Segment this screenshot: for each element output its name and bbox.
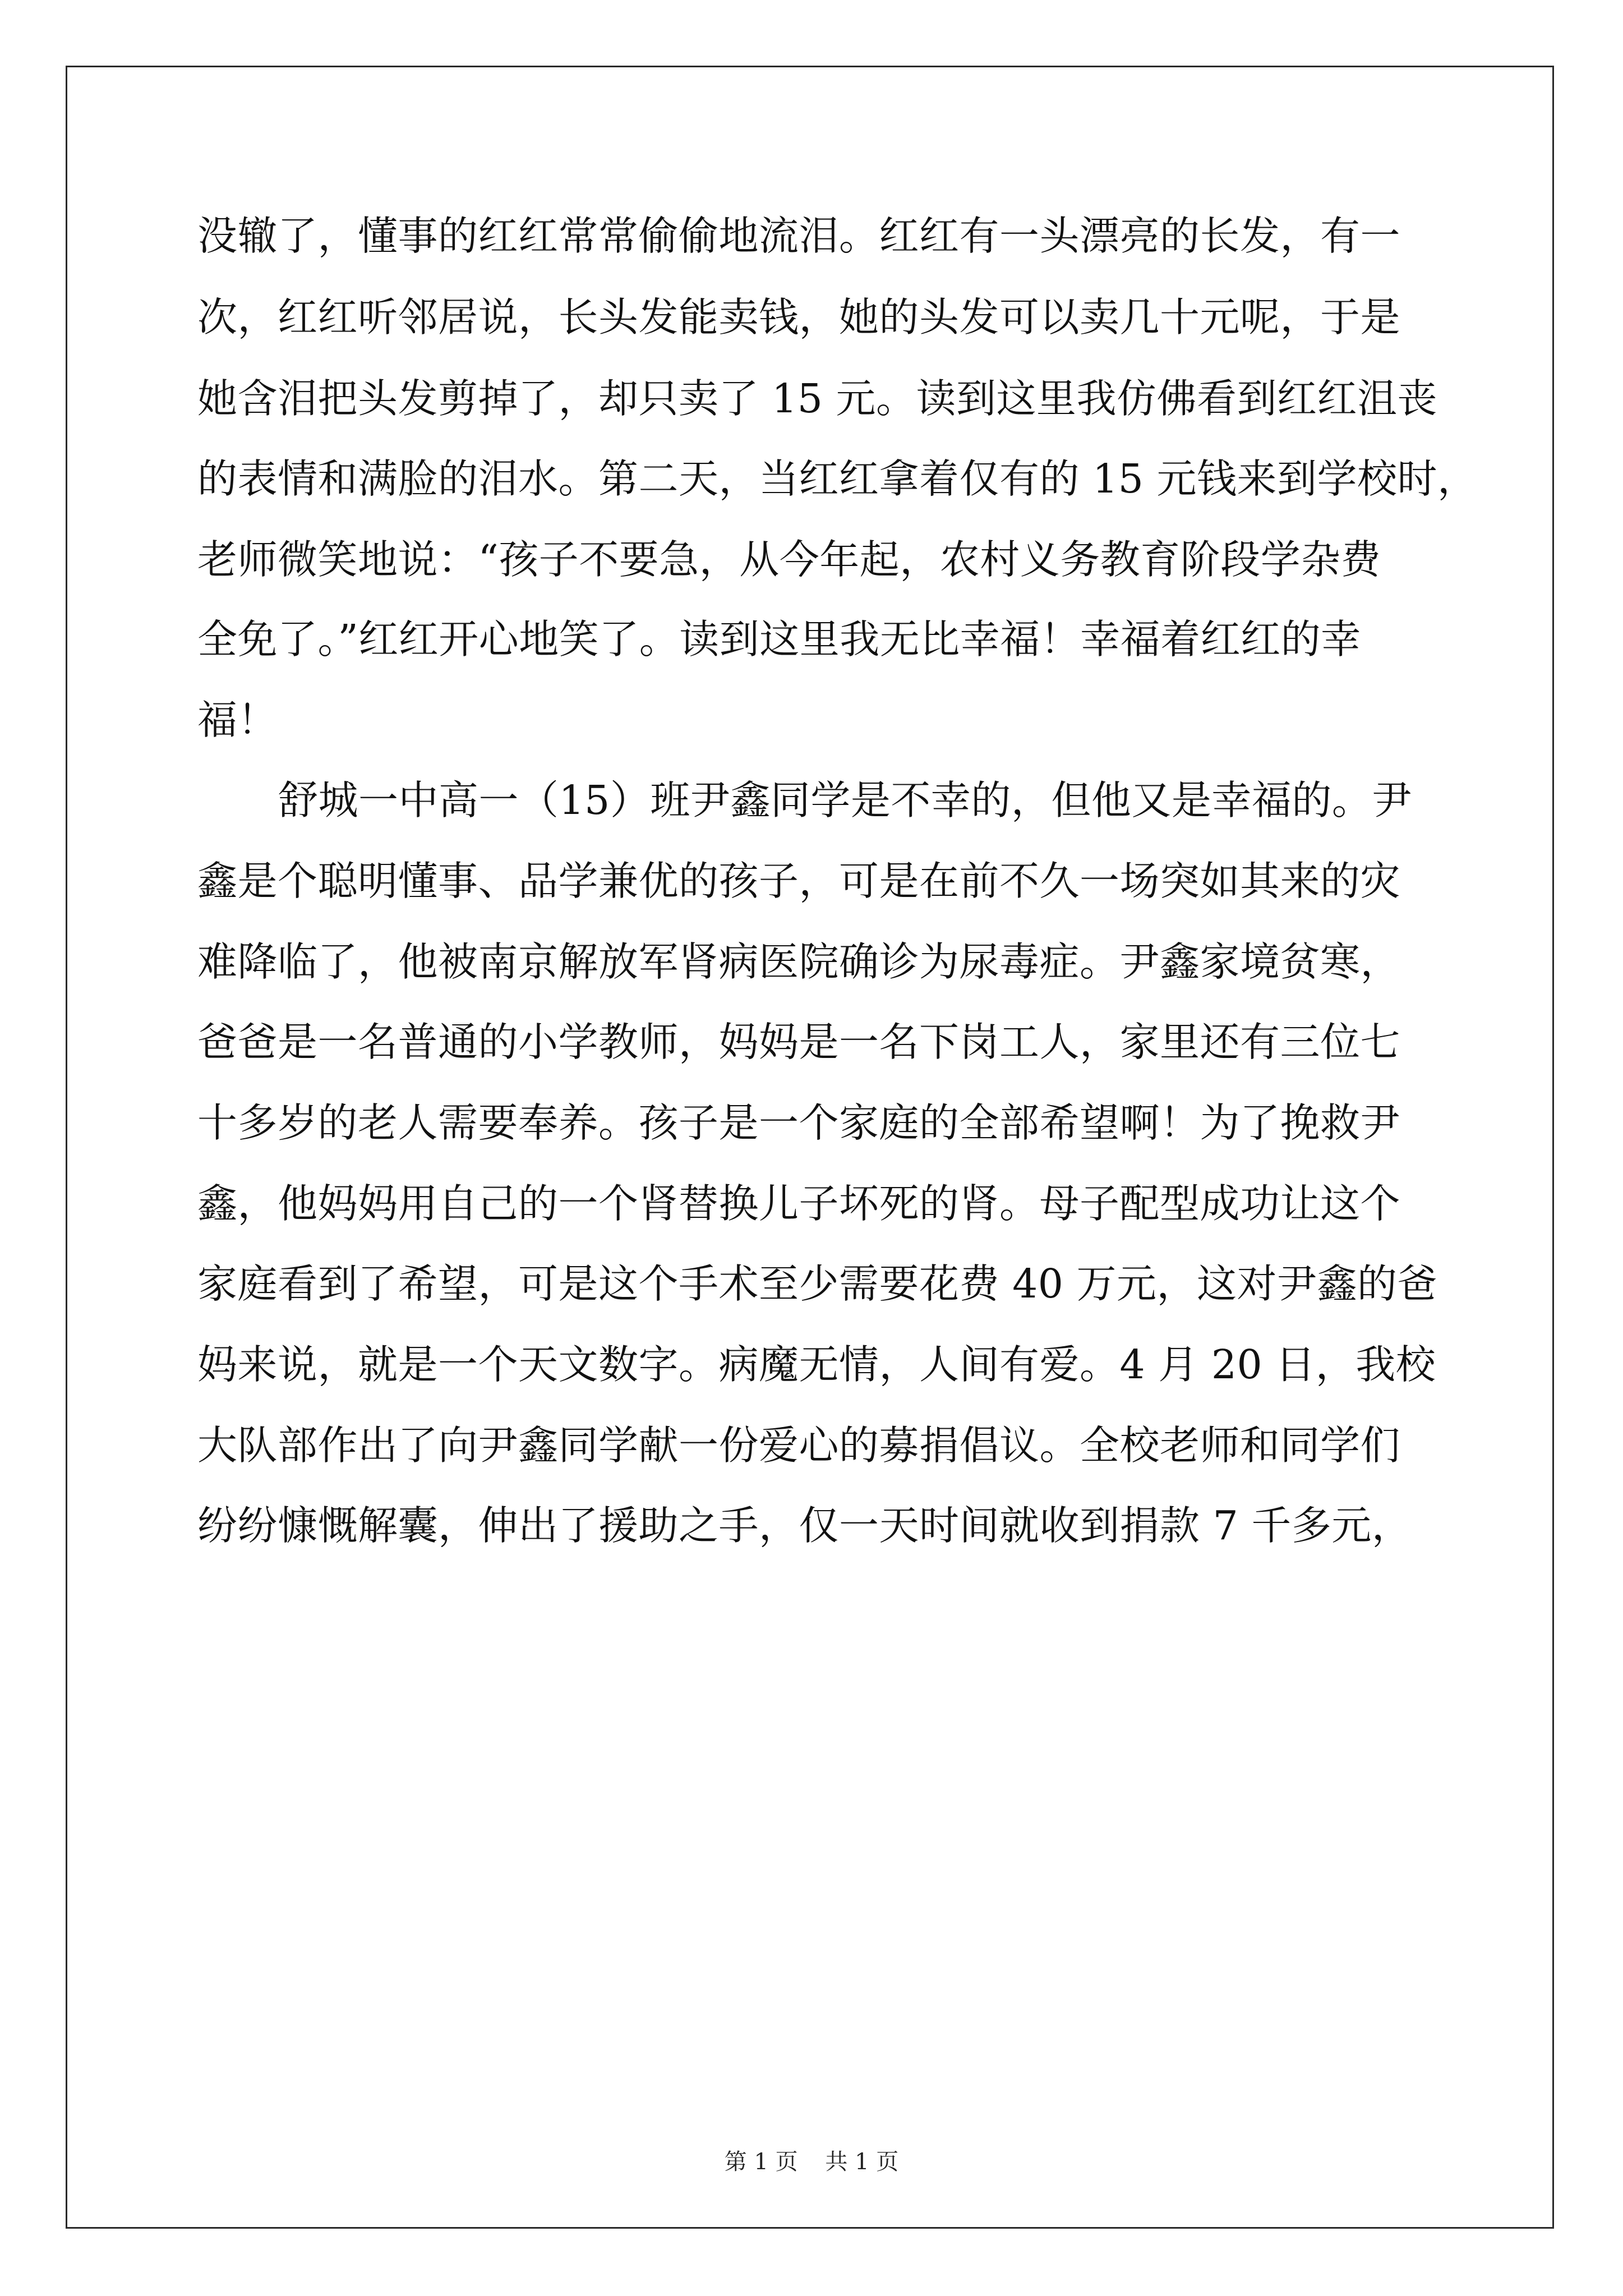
text-line: 全免了。”红红开心地笑了。读到这里我无比幸福！幸福着红红的幸 xyxy=(197,616,1361,662)
text-line: 老师微笑地说：“孩子不要急，从今年起，农村义务教育阶段学杂费 xyxy=(197,536,1381,583)
text-line: 她含泪把头发剪掉了，却只卖了 15 元。读到这里我仿佛看到红红沮丧 xyxy=(197,375,1437,422)
page-number: 第 1 页 xyxy=(724,2149,798,2175)
page-footer xyxy=(0,2144,1623,2176)
text-line: 难降临了，他被南京解放军肾病医院确诊为尿毒症。尹鑫家境贫寒， xyxy=(197,938,1401,985)
paragraph-first-line: 舒城一中高一（15）班尹鑫同学是不幸的，但他又是幸福的。尹 xyxy=(278,777,1412,823)
text-line: 十多岁的老人需要奉养。孩子是一个家庭的全部希望啊！为了挽救尹 xyxy=(197,1099,1401,1146)
page-count: 共 1 页 xyxy=(825,2149,899,2175)
text-line: 纷纷慷慨解囊，伸出了援助之手，仅一天时间就收到捐款 7 千多元， xyxy=(197,1502,1412,1549)
text-line: 大队部作出了向尹鑫同学献一份爱心的募捐倡议。全校老师和同学们 xyxy=(197,1422,1401,1469)
text-line: 福！ xyxy=(197,697,278,743)
text-line: 的表情和满脸的泪水。第二天，当红红拿着仅有的 15 元钱来到学校时， xyxy=(197,455,1478,502)
text-line: 鑫，他妈妈用自己的一个肾替换儿子坏死的肾。母子配型成功让这个 xyxy=(197,1180,1401,1227)
text-line: 鑫是个聪明懂事、品学兼优的孩子，可是在前不久一场突如其来的灾 xyxy=(197,858,1401,904)
text-line: 爸爸是一名普通的小学教师，妈妈是一名下岗工人，家里还有三位七 xyxy=(197,1019,1401,1065)
text-line: 没辙了，懂事的红红常常偷偷地流泪。红红有一头漂亮的长发，有一 xyxy=(197,213,1401,259)
text-line: 次，红红听邻居说，长头发能卖钱，她的头发可以卖几十元呢，于是 xyxy=(197,294,1401,341)
text-line: 妈来说，就是一个天文数字。病魔无情，人间有爱。4 月 20 日，我校 xyxy=(197,1341,1436,1388)
text-line: 家庭看到了希望，可是这个手术至少需要花费 40 万元，这对尹鑫的爸 xyxy=(197,1260,1437,1307)
